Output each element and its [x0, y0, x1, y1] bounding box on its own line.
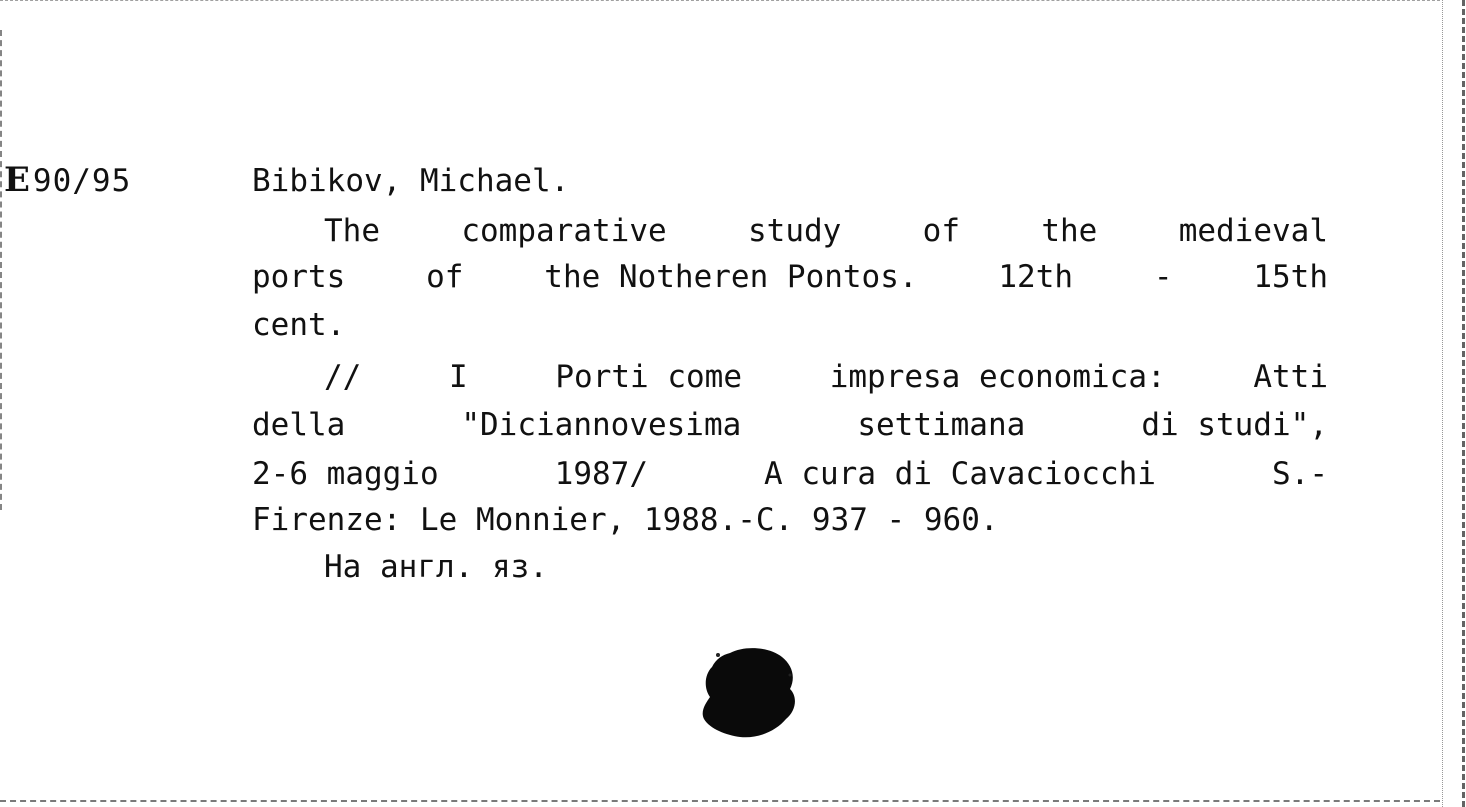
source-line-2 [252, 407, 1328, 443]
source-segment: Atti [1253, 359, 1328, 395]
title-line-1 [324, 213, 1328, 249]
source-segment: di studi", [1141, 407, 1328, 443]
scan-edge-right-inner [1442, 0, 1445, 807]
title-line-3: cent. [252, 307, 346, 343]
title-word: study [748, 213, 842, 249]
scan-edge-right-outer [1462, 0, 1466, 807]
title-word: medieval [1178, 213, 1328, 249]
source-segment: settimana [857, 407, 1026, 443]
language-note: На англ. яз. [324, 549, 548, 585]
call-number-value: 90/95 [32, 163, 132, 199]
title-line-2 [252, 259, 1328, 295]
source-segment: A cura di Cavaciocchi [764, 456, 1156, 492]
title-word: comparative [461, 213, 667, 249]
source-segment: impresa economica: [829, 359, 1166, 395]
source-line-1 [324, 359, 1328, 395]
title-word: the [1041, 213, 1098, 249]
source-segment: 1987/ [554, 456, 648, 492]
author-line: Bibikov, Michael. [252, 163, 570, 199]
call-number-letter: E [4, 160, 31, 200]
source-line-3 [252, 456, 1328, 492]
title-word: 12th [998, 259, 1074, 295]
source-segment: I [449, 359, 468, 395]
title-word: ports [252, 259, 346, 295]
ink-blot-hole [700, 645, 800, 740]
source-segment: // [324, 359, 362, 395]
title-word: 15th [1253, 259, 1328, 295]
source-segment: della [252, 407, 346, 443]
scan-edge-top [0, 0, 1440, 2]
source-segment: 2-6 maggio [252, 456, 439, 492]
title-word: - [1153, 259, 1173, 295]
imprint-line: Firenze: Le Monnier, 1988.-C. 937 - 960. [252, 502, 999, 538]
title-word: of [426, 259, 464, 295]
source-segment: S.- [1272, 456, 1328, 492]
title-word: The [324, 213, 380, 249]
source-segment: Porti come [555, 359, 743, 395]
scan-edge-left [0, 30, 4, 510]
call-number [4, 160, 131, 200]
source-segment: "Diciannovesima [461, 407, 742, 443]
scan-edge-bottom [0, 800, 1440, 804]
title-word: of [922, 213, 960, 249]
title-word: the Notheren Pontos. [544, 259, 918, 295]
